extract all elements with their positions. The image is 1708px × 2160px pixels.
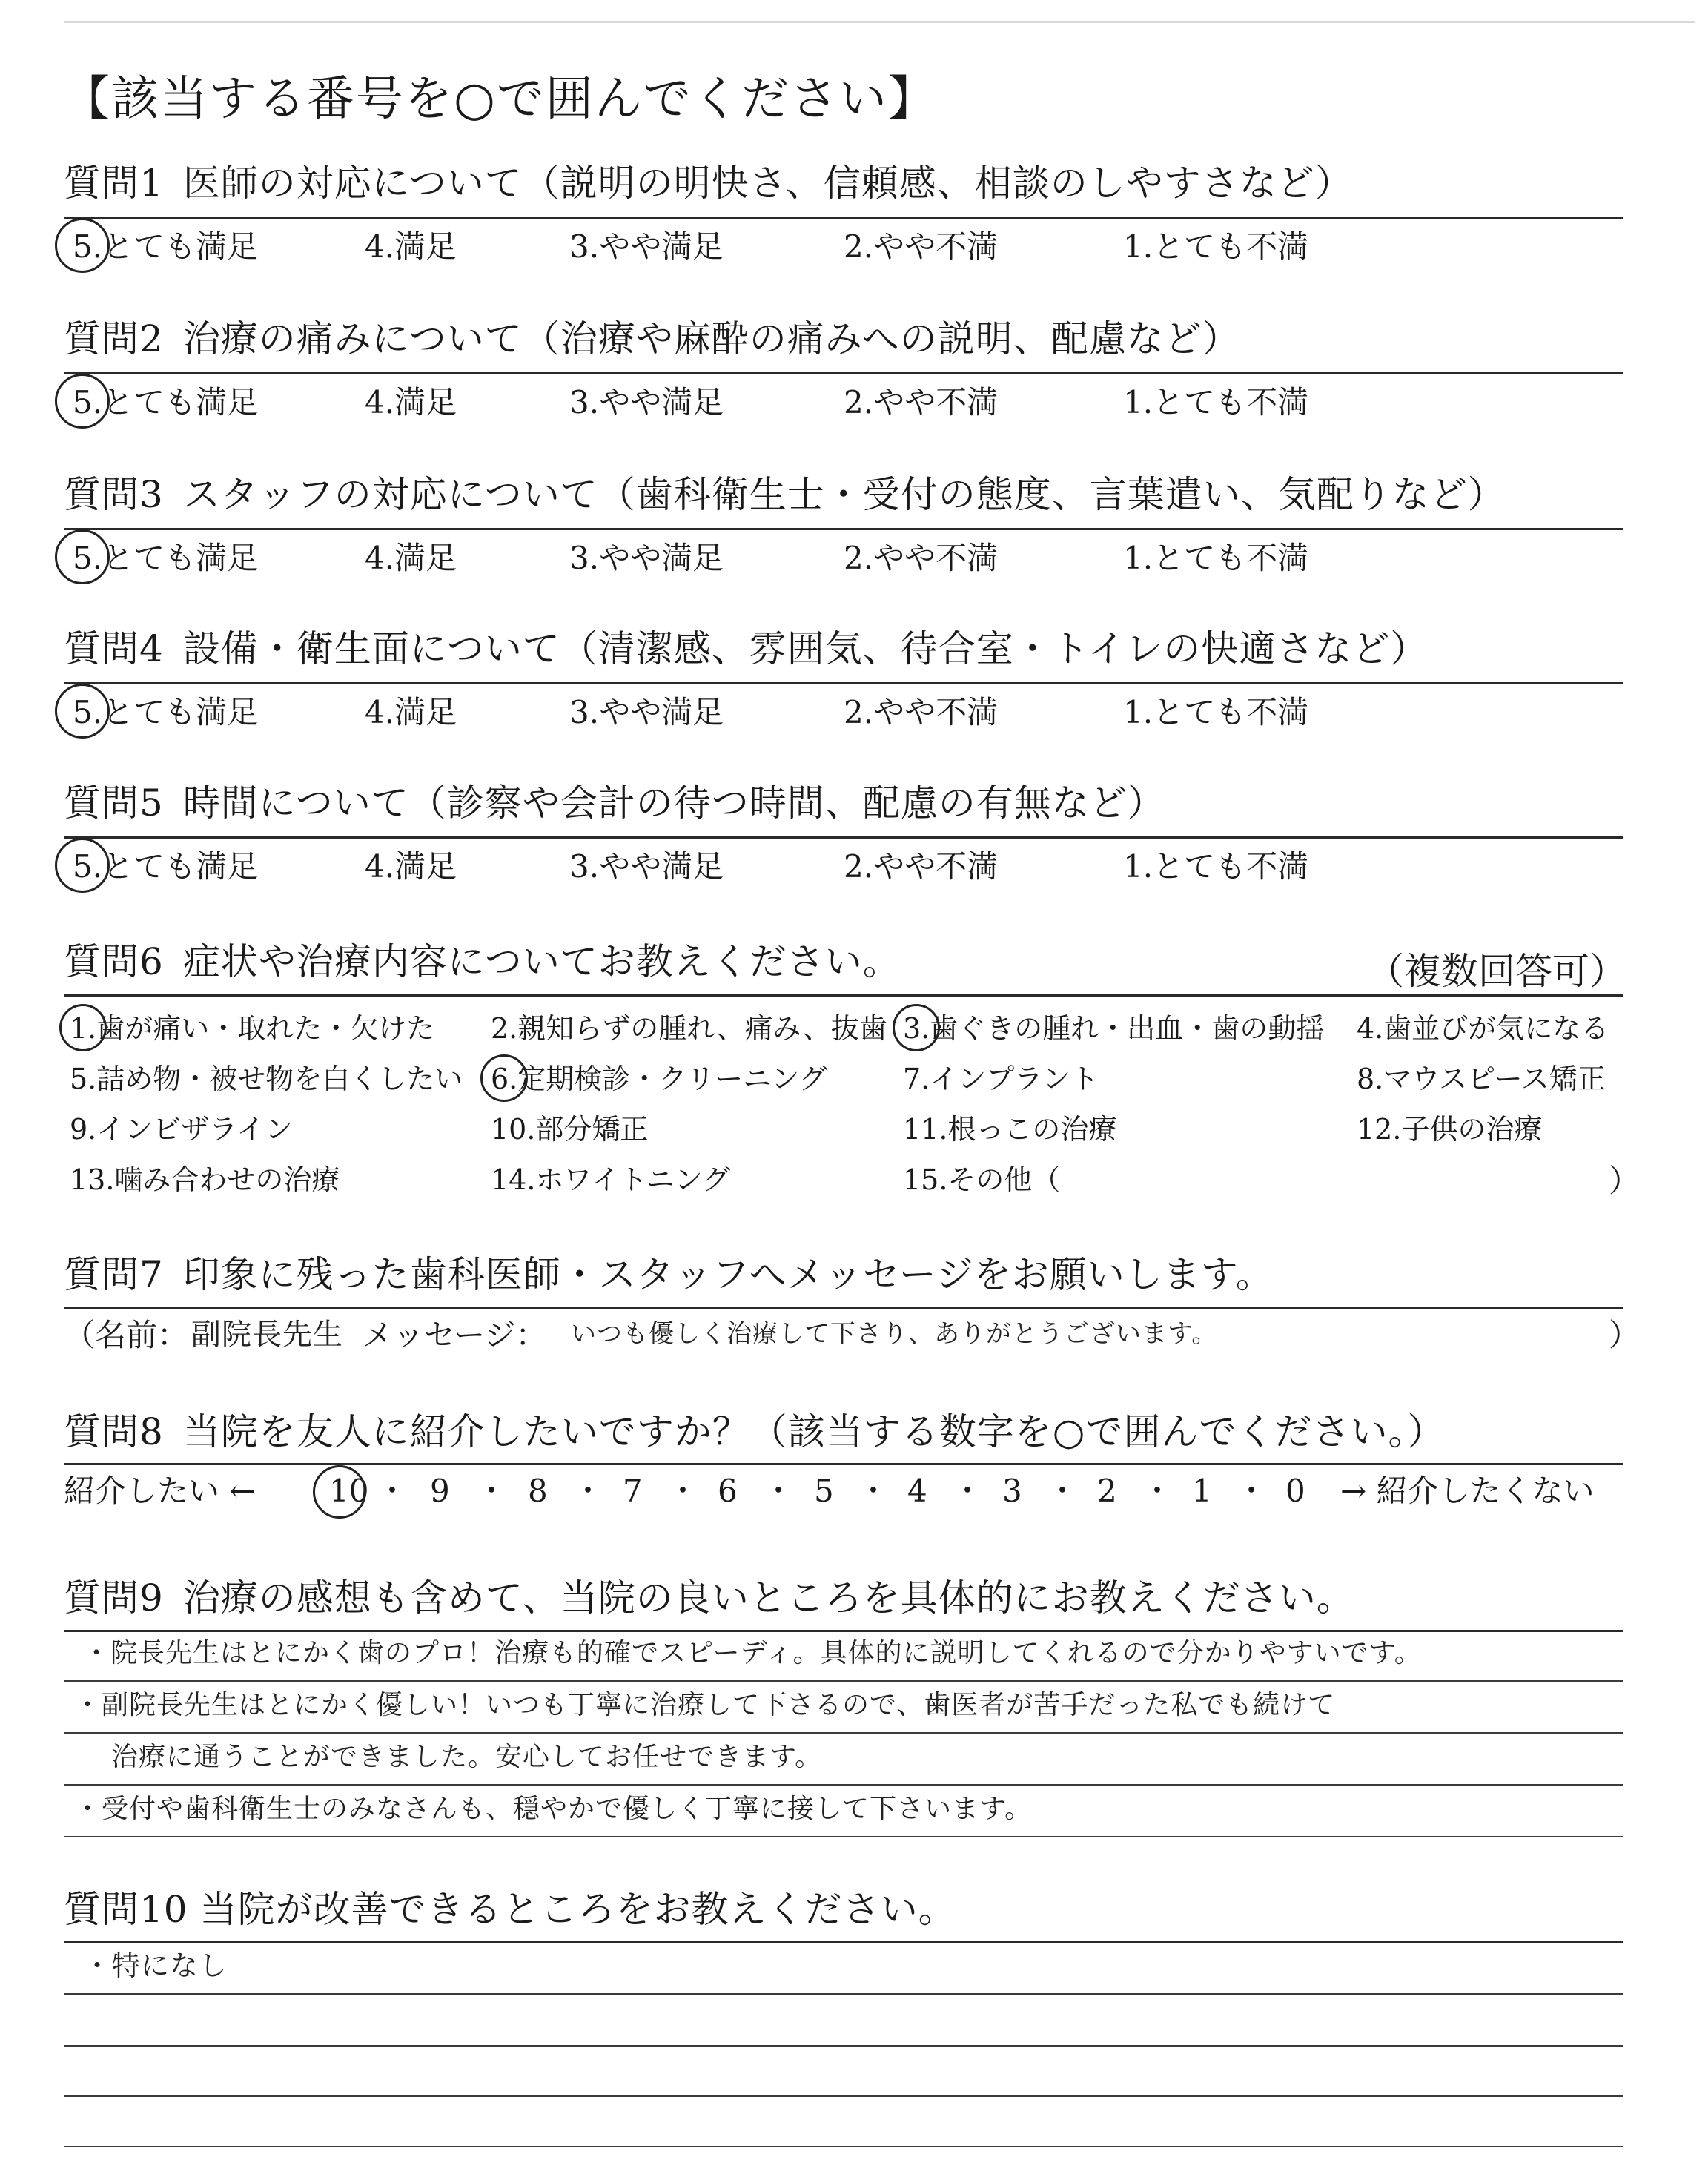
- q10-text: 当院が改善できるところをお教えください。: [199, 1888, 956, 1931]
- q6-rule: [64, 994, 1623, 997]
- q8-scale-separator: ・: [572, 1473, 604, 1509]
- q8-right-label: → 紹介したくない: [1340, 1473, 1595, 1509]
- q7-number: 質問7: [64, 1253, 164, 1296]
- q10-title: [64, 1888, 956, 1931]
- q4-text: 設備・衛生面について（清潔感、雰囲気、待合室・トイレの快適さなど）: [182, 627, 1429, 670]
- q4-title: [64, 627, 1429, 670]
- q2-option-3[interactable]: 3.やや満足: [569, 384, 724, 420]
- q8-scale-1[interactable]: 1: [1192, 1473, 1212, 1509]
- q6-option-10[interactable]: 10.部分矯正: [491, 1113, 649, 1146]
- q8-scale-8[interactable]: 8: [528, 1473, 548, 1509]
- q8-scale-0[interactable]: 0: [1285, 1473, 1305, 1509]
- q6-option-12[interactable]: 12.子供の治療: [1357, 1113, 1543, 1146]
- q8-selection-circle: [313, 1465, 369, 1519]
- q6-option-3[interactable]: 3.歯ぐきの腫れ・出血・歯の動揺: [903, 1012, 1325, 1045]
- q3-rule: [64, 528, 1623, 530]
- q8-scale-2[interactable]: 2: [1097, 1473, 1117, 1509]
- q4-option-2[interactable]: 2.やや不満: [844, 694, 999, 730]
- q6-option-9[interactable]: 9.インビザライン: [70, 1113, 294, 1146]
- q1-option-3[interactable]: 3.やや満足: [569, 228, 724, 265]
- q5-selection-circle: [55, 838, 110, 893]
- q9-answer-line[interactable]: ・院長先生はとにかく歯のプロ！治療も的確でスピーディ。具体的に説明してくれるので分かりやすいです。: [83, 1638, 1422, 1668]
- q6-number: 質問6: [64, 940, 164, 983]
- q7-name-value[interactable]: 副院長先生: [191, 1318, 343, 1352]
- q9-text: 治療の感想も含めて、当院の良いところを具体的にお教えください。: [182, 1576, 1354, 1619]
- q8-scale-9[interactable]: 9: [430, 1473, 450, 1509]
- q2-option-2[interactable]: 2.やや不満: [844, 384, 999, 420]
- q6-selection-circle: [480, 1054, 528, 1102]
- q5-option-4[interactable]: 4.満足: [365, 848, 457, 885]
- q8-title: [64, 1410, 1446, 1453]
- q10-number: 質問10: [64, 1888, 188, 1931]
- q2-number: 質問2: [64, 317, 164, 360]
- q5-option-3[interactable]: 3.やや満足: [569, 848, 724, 885]
- q8-scale-6[interactable]: 6: [718, 1473, 738, 1509]
- q6-option-8[interactable]: 8.マウスピース矯正: [1357, 1063, 1606, 1095]
- q5-option-5[interactable]: 5.とても満足: [73, 848, 259, 885]
- q6-option-1[interactable]: 1.歯が痛い・取れた・欠けた: [70, 1012, 435, 1045]
- q6-selection-circle: [893, 1004, 940, 1051]
- q9-answer-line[interactable]: 治療に通うことができました。安心してお任せできます。: [111, 1742, 823, 1772]
- q9-title: [64, 1576, 1354, 1619]
- q6-option-5[interactable]: 5.詰め物・被せ物を白くしたい: [70, 1063, 463, 1095]
- q7-text: 印象に残った歯科医師・スタッフへメッセージをお願いします。: [182, 1253, 1274, 1296]
- q5-title: [64, 782, 1165, 825]
- q6-option-2[interactable]: 2.親知らずの腫れ、痛み、抜歯: [491, 1012, 887, 1045]
- q6-option-6[interactable]: 6.定期検診・クリーニング: [491, 1063, 827, 1095]
- q6-option-4[interactable]: 4.歯並びが気になる: [1357, 1012, 1609, 1045]
- q5-number: 質問5: [64, 782, 164, 825]
- q9-line: [64, 1784, 1623, 1786]
- q1-rule: [64, 217, 1623, 219]
- q9-rule: [64, 1630, 1623, 1632]
- q6-title: [64, 940, 901, 983]
- q4-option-4[interactable]: 4.満足: [365, 694, 457, 730]
- q1-text: 医師の対応について（説明の明快さ、信頼感、相談のしやすさなど）: [182, 162, 1353, 205]
- page-title: 【該当する番号を○で囲んでください】: [62, 72, 937, 127]
- q5-rule: [64, 836, 1623, 839]
- q7-close-paren: ）: [1609, 1317, 1641, 1353]
- q2-title: [64, 317, 1240, 360]
- q2-option-4[interactable]: 4.満足: [365, 384, 457, 420]
- q9-line: [64, 1836, 1623, 1837]
- q8-scale-separator: ・: [1236, 1473, 1268, 1509]
- q4-option-5[interactable]: 5.とても満足: [73, 694, 259, 730]
- q9-number: 質問9: [64, 1576, 164, 1619]
- q4-option-1[interactable]: 1.とても不満: [1123, 694, 1309, 730]
- q1-title: [64, 162, 1353, 205]
- q1-option-1[interactable]: 1.とても不満: [1123, 228, 1309, 265]
- q7-title: [64, 1253, 1274, 1296]
- q7-name-label: （名前：: [64, 1317, 189, 1353]
- q6-option-11[interactable]: 11.根っこの治療: [903, 1113, 1117, 1146]
- q6-text: 症状や治療内容についてお教えください。: [182, 940, 901, 983]
- q8-text: 当院を友人に紹介したいですか？（該当する数字を○で囲んでください。）: [182, 1410, 1446, 1453]
- q2-text: 治療の痛みについて（治療や麻酔の痛みへの説明、配慮など）: [182, 317, 1240, 360]
- q3-option-4[interactable]: 4.満足: [365, 540, 457, 576]
- q8-scale-separator: ・: [763, 1473, 795, 1509]
- q8-scale-separator: ・: [952, 1473, 984, 1509]
- q9-answer-line[interactable]: ・副院長先生はとにかく優しい！いつも丁寧に治療して下さるので、歯医者が苦手だった私でも続けて: [74, 1690, 1336, 1720]
- q6-option-13[interactable]: 13.噛み合わせの治療: [70, 1163, 340, 1196]
- q9-answer-line[interactable]: ・受付や歯科衛生士のみなさんも、穏やかで優しく丁寧に接して下さいます。: [74, 1794, 1033, 1824]
- q3-title: [64, 473, 1506, 516]
- q1-number: 質問1: [64, 162, 164, 205]
- q2-option-5[interactable]: 5.とても満足: [73, 384, 259, 420]
- top-border: [64, 21, 1695, 23]
- q6-option-14[interactable]: 14.ホワイトニング: [491, 1163, 731, 1196]
- q1-selection-circle: [55, 218, 110, 273]
- q8-rule: [64, 1463, 1623, 1465]
- q10-line: [64, 2095, 1623, 2097]
- q10-line: [64, 1993, 1623, 1995]
- q3-option-5[interactable]: 5.とても満足: [73, 540, 259, 576]
- q3-option-2[interactable]: 2.やや不満: [844, 540, 999, 576]
- q4-rule: [64, 682, 1623, 684]
- q1-option-5[interactable]: 5.とても満足: [73, 228, 259, 265]
- q6-note: （複数回答可）: [1367, 950, 1626, 993]
- q1-option-4[interactable]: 4.満足: [365, 228, 457, 265]
- q8-scale-separator: ・: [858, 1473, 890, 1509]
- q8-scale-separator: ・: [1047, 1473, 1079, 1509]
- q5-text: 時間について（診察や会計の待つ時間、配慮の有無など）: [182, 782, 1165, 825]
- q3-option-1[interactable]: 1.とても不満: [1123, 540, 1309, 576]
- q10-line: [64, 2146, 1623, 2147]
- q6-option-15[interactable]: 15.その他（: [903, 1163, 1061, 1196]
- q8-scale-4[interactable]: 4: [907, 1473, 927, 1509]
- q2-option-1[interactable]: 1.とても不満: [1123, 384, 1309, 420]
- q3-number: 質問3: [64, 473, 164, 516]
- q8-scale-separator: ・: [377, 1473, 408, 1509]
- q7-message-value[interactable]: いつも優しく治療して下さり、ありがとうございます。: [571, 1319, 1218, 1349]
- q8-number: 質問8: [64, 1410, 164, 1453]
- q9-line: [64, 1732, 1623, 1734]
- q8-scale-separator: ・: [1142, 1473, 1174, 1509]
- q10-rule: [64, 1941, 1623, 1943]
- q2-rule: [64, 372, 1623, 374]
- q7-message-label: メッセージ：: [362, 1317, 547, 1353]
- q4-selection-circle: [55, 684, 110, 739]
- q5-option-2[interactable]: 2.やや不満: [844, 848, 999, 885]
- q10-line: [64, 2045, 1623, 2047]
- q8-scale-separator: ・: [667, 1473, 699, 1509]
- q2-selection-circle: [55, 374, 110, 429]
- q4-option-3[interactable]: 3.やや満足: [569, 694, 724, 730]
- q4-number: 質問4: [64, 627, 164, 670]
- q6-close-paren: ）: [1609, 1163, 1641, 1199]
- q7-rule: [64, 1307, 1623, 1309]
- q8-scale-10[interactable]: 10: [329, 1473, 369, 1509]
- q6-selection-circle: [59, 1004, 107, 1051]
- q5-option-1[interactable]: 1.とても不満: [1123, 848, 1309, 885]
- q3-text: スタッフの対応について（歯科衛生士・受付の態度、言葉遣い、気配りなど）: [182, 473, 1506, 516]
- q8-scale-7[interactable]: 7: [623, 1473, 643, 1509]
- q8-scale-3[interactable]: 3: [1002, 1473, 1022, 1509]
- q8-scale-separator: ・: [476, 1473, 508, 1509]
- q10-answer-line[interactable]: ・特になし: [83, 1949, 228, 1982]
- q3-selection-circle: [55, 529, 110, 584]
- q8-scale-5[interactable]: 5: [814, 1473, 834, 1509]
- q8-left-label: 紹介したい ←: [64, 1473, 256, 1509]
- q1-option-2[interactable]: 2.やや不満: [844, 228, 999, 265]
- q3-option-3[interactable]: 3.やや満足: [569, 540, 724, 576]
- q9-line: [64, 1680, 1623, 1682]
- q6-option-7[interactable]: 7.インプラント: [903, 1063, 1099, 1095]
